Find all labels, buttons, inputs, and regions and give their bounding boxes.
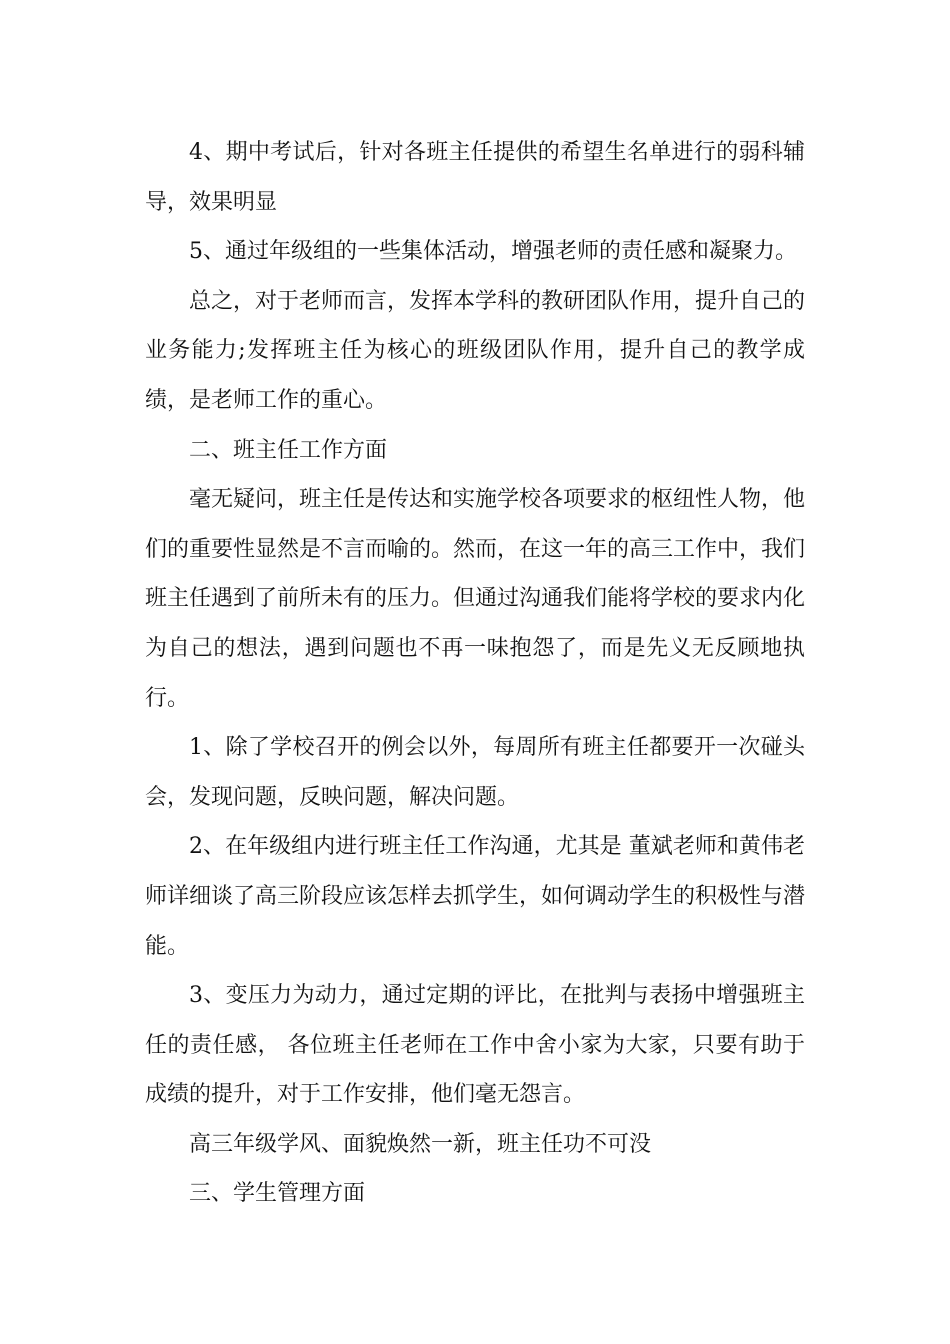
section-heading-3: 三、学生管理方面 <box>189 1181 366 1207</box>
paragraph-item-3: 3、变压力为动力，通过定期的评比，在批判与表扬中增强班主任的责任感， 各位班主任老师在工作中舍小家为大家，只要有助于成绩的提升，对于工作安排，他们毫无怨言。 <box>145 983 805 1108</box>
paragraph-item-1: 1、除了学校召开的例会以外，每周所有班主任都要开一次碰头会，发现问题，反映问题，解决问题。 <box>145 735 805 810</box>
section-heading-2: 二、班主任工作方面 <box>189 437 388 463</box>
paragraph-conclusion: 高三年级学风、面貌焕然一新，班主任功不可没 <box>189 1131 652 1157</box>
paragraph-item-4: 4、期中考试后，针对各班主任提供的希望生名单进行的弱科辅导，效果明显 <box>145 140 805 215</box>
paragraph-item-2: 2、在年级组内进行班主任工作沟通，尤其是 董斌老师和黄伟老师详细谈了高三阶段应该怎样去抓学生，如何调动学生的积极性与潜能。 <box>145 834 806 959</box>
paragraph-intro: 毫无疑问，班主任是传达和实施学校各项要求的枢纽性人物，他们的重要性显然是不言而喻的。然而，在这一年的高三工作中，我们班主任遇到了前所未有的压力。但通过沟通我们能将学校的要求内化为自己的想法，遇到问题也不再一味抱怨了，而是先义无反顾地执行。 <box>145 487 806 711</box>
paragraph-summary: 总之，对于老师而言，发挥本学科的教研团队作用，提升自己的业务能力;发挥班主任为核心的班级团队作用，提升自己的教学成绩，是老师工作的重心。 <box>145 288 806 413</box>
document-body <box>145 128 805 1219</box>
paragraph-item-5: 5、通过年级组的一些集体活动，增强老师的责任感和凝聚力。 <box>189 239 797 265</box>
